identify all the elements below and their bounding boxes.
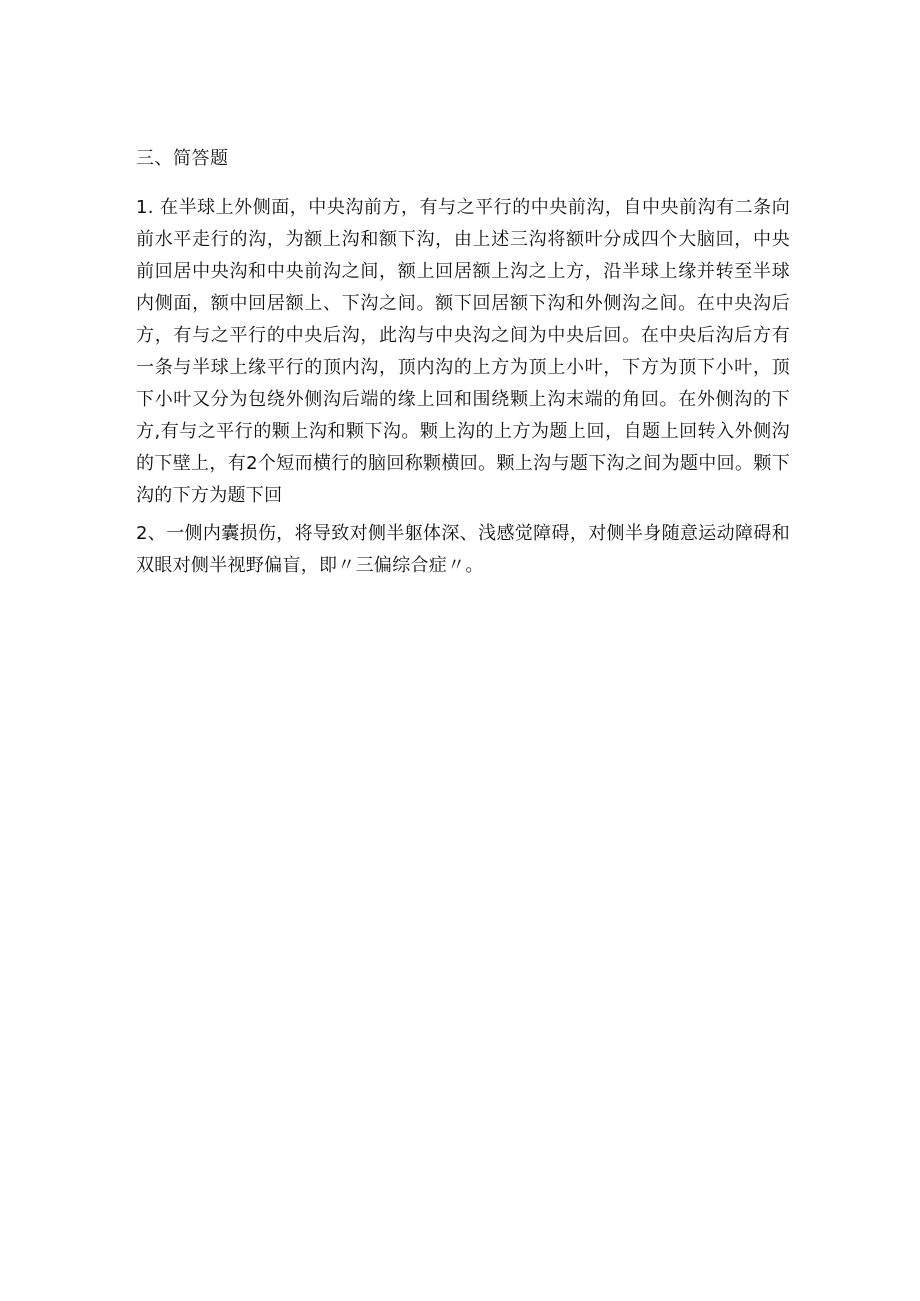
document-content xyxy=(136,144,790,588)
section-heading: 三、简答题 xyxy=(136,148,229,169)
answer-paragraph-1: 1. 在半球上外侧面，中央沟前方，有与之平行的中央前沟，自中央前沟有二条向前水平走行的沟，为额上沟和额下沟，由上述三沟将额叶分成四个大脑回，中央前回居中央沟和中央前沟之间，额上回居额上沟之上方，沿半球上缘并转至半球内侧面，额中回居额上、下沟之间。额下回居额下沟和外侧沟之间。在中央沟后方，有与之平行的中央后沟，此沟与中央沟之间为中央后回。在中央后沟后方有一条与半球上缘平行的顶内沟，顶内沟的上方为顶上小叶，下方为顶下小叶，顶下小叶又分为包绕外侧沟后端的缘上回和围绕颗上沟末端的角回。在外侧沟的下方,有与之平行的颗上沟和颗下沟。颗上沟的上方为题上回，自题上回转入外侧沟的下壁上，有2个短而横行的脑回称颗横回。颗上沟与题下沟之间为题中回。颗下沟的下方为题下回 xyxy=(136,197,790,506)
answer-paragraph-2: 2、一侧内囊损伤，将导致对侧半躯体深、浅感觉障碍，对侧半身随意运动障碍和双眼对侧半视野偏盲，即〃三偏综合症〃。 xyxy=(136,523,790,576)
